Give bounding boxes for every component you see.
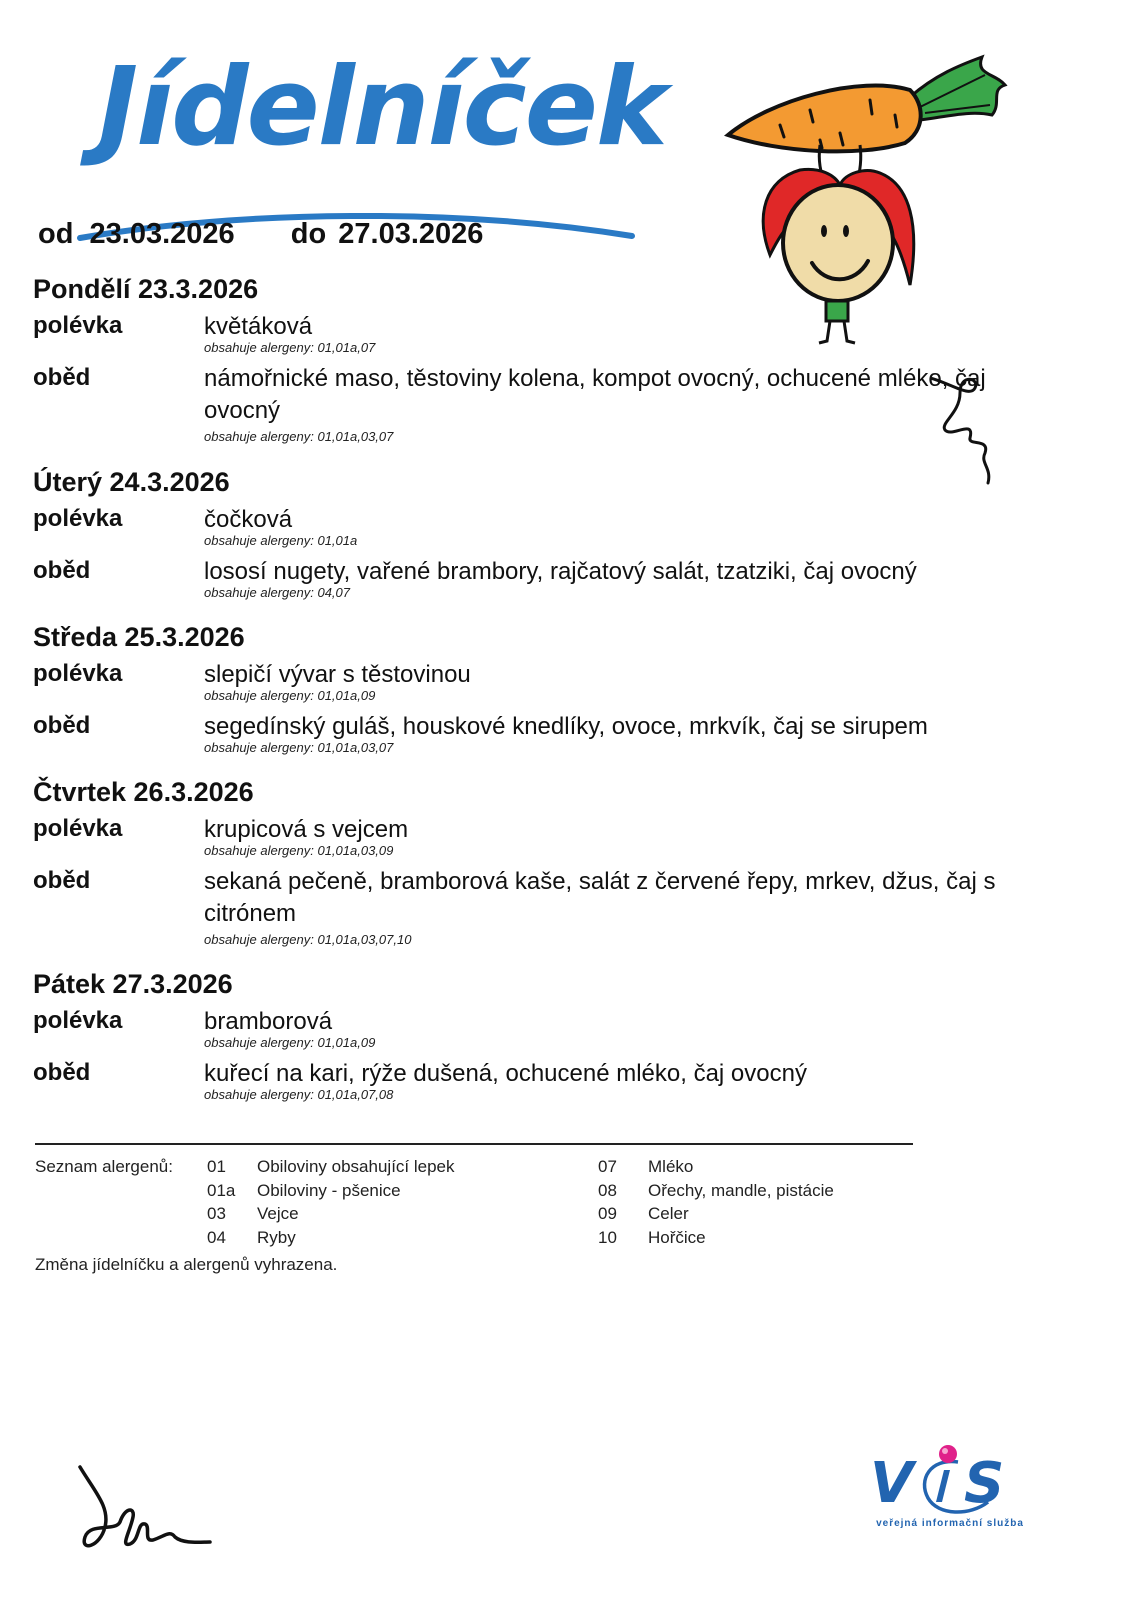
soup-row [33,504,1093,548]
soup-name: krupicová s vejcem [204,816,409,843]
from-label: od [38,218,74,250]
lunch-row [33,866,1093,947]
soup-name: čočková [204,506,293,533]
soup-label: polévka [33,505,123,532]
soup-name: slepičí vývar s těstovinou [204,661,471,688]
soup-name: květáková [204,313,313,340]
allergen-item: 03 Vejce [207,1204,299,1223]
vis-logo-text: veřejná informační služba [876,1518,1024,1529]
lunch-row [33,1058,1093,1102]
to-date: 27.03.2026 [338,218,484,250]
lunch-label: oběd [33,867,91,894]
day-title: Pátek 27.3.2026 [33,969,233,999]
page-title: Jídelníček [98,45,666,170]
svg-text:V: V [870,1451,914,1516]
day-friday [33,968,1093,1102]
day-tuesday [33,466,1093,600]
to-label: do [290,218,327,250]
disclaimer-note: Změna jídelníčku a alergenů vyhrazena. [35,1255,338,1274]
lunch-name: segedínský guláš, houskové knedlíky, ovoce, mrkvík, čaj se sirupem [204,713,928,740]
soup-allergens: obsahuje alergeny: 01,01a,03,09 [204,843,394,858]
from-date: 23.03.2026 [89,218,235,250]
lunch-allergens: obsahuje alergeny: 04,07 [204,585,351,600]
soup-allergens: obsahuje alergeny: 01,01a,09 [204,1035,376,1050]
signature-icon [75,1462,215,1557]
soup-row [33,659,1093,703]
lunch-allergens: obsahuje alergeny: 01,01a,03,07 [204,429,394,444]
allergen-item: 08 Ořechy, mandle, pistácie [598,1180,834,1200]
allergen-item: 09 Celer [598,1204,689,1223]
vis-logo [870,1440,1030,1550]
soup-label: polévka [33,815,123,842]
lunch-name: sekaná pečeně, bramborová kaše, salát z červené řepy, mrkev, džus, čaj s citrónem [204,868,996,927]
lunch-label: oběd [33,557,91,584]
allergen-legend-right [598,1157,834,1251]
lunch-allergens: obsahuje alergeny: 01,01a,07,08 [204,1087,394,1102]
allergen-legend-label: Seznam alergenů: [35,1157,173,1176]
lunch-allergens: obsahuje alergeny: 01,01a,03,07,10 [204,932,412,947]
soup-allergens: obsahuje alergeny: 01,01a [204,533,358,548]
soup-label: polévka [33,312,123,339]
day-wednesday [33,621,1093,755]
lunch-name: námořnické maso, těstoviny kolena, kompot ovocný, ochucené mléko, čaj ovocný [204,365,986,424]
allergen-item: 04 Ryby [207,1227,296,1247]
lunch-label: oběd [33,364,91,391]
allergen-item: 01 Obiloviny obsahující lepek [207,1157,455,1176]
lunch-row [33,711,1093,755]
soup-allergens: obsahuje alergeny: 01,01a,09 [204,688,376,703]
lunch-label: oběd [33,712,91,739]
day-title: Středa 25.3.2026 [33,622,245,652]
soup-row [33,814,1093,858]
allergen-item: 10 Hořčice [598,1227,706,1247]
lunch-allergens: obsahuje alergeny: 01,01a,03,07 [204,740,394,755]
allergen-item: 07 Mléko [598,1157,694,1176]
allergen-item: 01a Obiloviny - pšenice [207,1180,401,1200]
day-title: Pondělí 23.3.2026 [33,274,259,304]
vis-logo-icon [870,1440,1030,1518]
soup-label: polévka [33,660,123,687]
day-monday [33,273,1093,444]
day-title: Úterý 24.3.2026 [33,467,230,497]
menu-period [38,218,491,251]
lunch-name: kuřecí na kari, rýže dušená, ochucené mléko, čaj ovocný [204,1060,807,1087]
soup-row [33,311,1093,355]
lunch-row [33,363,1093,444]
svg-text:S: S [964,1451,1005,1516]
day-title: Čtvrtek 26.3.2026 [33,777,254,807]
soup-allergens: obsahuje alergeny: 01,01a,07 [204,340,376,355]
allergen-legend-left [207,1157,455,1251]
soup-row [33,1006,1093,1050]
day-thursday [33,776,1093,947]
lunch-row [33,556,1093,600]
divider [35,1143,913,1145]
lunch-name: lososí nugety, vařené brambory, rajčatový salát, tzatziki, čaj ovocný [204,558,917,585]
lunch-label: oběd [33,1059,91,1086]
soup-name: bramborová [204,1008,333,1035]
soup-label: polévka [33,1007,123,1034]
